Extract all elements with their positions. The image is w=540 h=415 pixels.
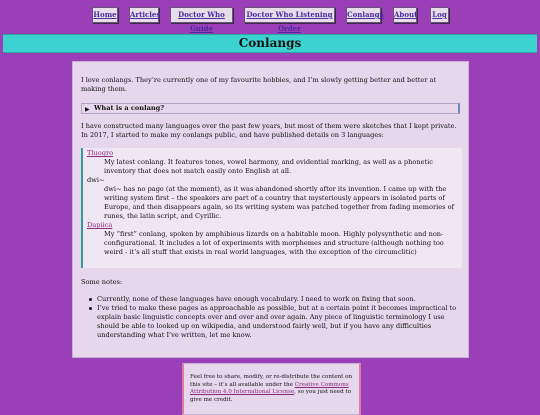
language-description: My “first” conlang, spoken by amphibious lizards on a habitable moon. Highly polysynthetic and non-configurational. It includes a lot of experiments with morphemes and structure (although nothing too weird - it’s all stuff that exists in real world languages, with the exception of the circumclitic): [104, 230, 444, 256]
disclosure-triangle-icon: ▶: [85, 106, 90, 113]
footer-text-before: Feel free to share, modify, or re-distribute the content on this site – it’s all available under the: [190, 374, 353, 388]
top-navigation: [0, 7, 540, 33]
nav-doctor-who-guide-link[interactable]: Doctor Who Guide: [170, 7, 233, 23]
conlang-details-toggle[interactable]: [81, 103, 460, 114]
intro-paragraph: I love conlangs. They’re currently one of my favourite hobbies, and I’m slowly getting better and better at making them.: [81, 76, 437, 93]
main-content-panel: [72, 61, 469, 358]
language-name-dwi: dwi~: [87, 176, 105, 184]
footer-text: [190, 374, 356, 404]
footer-license-box: [182, 363, 361, 415]
page-title: Conlangs: [238, 36, 302, 50]
list-item: Currently, none of these languages have enough vocabulary. I need to work on fixing that soon.: [97, 295, 461, 304]
nav-log-link[interactable]: Log: [430, 7, 449, 23]
list-item: I’ve tried to make these pages as approachable as possible, but at a certain point it becomes impractical to explain basic linguistic concepts over and over and over again. Any piece of linguistic terminology I use should be able to looked up on wikipedia, and understood fairly well, but if you have any difficulties understanding what I’ve written, let me know.: [97, 304, 461, 340]
language-description: My latest conlang. It features tones, vowel harmony, and evidential marking, as well as a phonetic inventory that does not match easily onto English at all.: [104, 158, 433, 175]
notes-label: Some notes:: [81, 278, 123, 286]
license-link[interactable]: Creative Commons Attribution 4.0 International License: [190, 381, 349, 396]
history-paragraph: I have constructed many languages over the past few years, but most of them were sketches that I kept private. In 2017, I started to make my conlangs public, and have published details on 3 languages:: [81, 122, 457, 139]
nav-conlangs-link[interactable]: Conlangs: [346, 7, 381, 23]
nav-home-link[interactable]: Home: [92, 7, 118, 23]
nav-articles-link[interactable]: Articles: [129, 7, 159, 23]
footer-text-after: , so you just need to give me credit.: [190, 389, 352, 403]
details-summary: What is a conlang?: [94, 104, 165, 112]
nav-about-link[interactable]: About: [393, 7, 417, 23]
language-description: dwi~ has no page (at the moment), as it was abandoned shortly after its invention. I came up with the writing system first – the speakers are part of a country that mysteriously appears in isolated parts of Europe, and then disappears again, so its writing system was patched together from fading memories of runes, the latin script, and Cyrillic.: [104, 185, 455, 220]
languages-list: [81, 148, 462, 268]
language-link-dapiica[interactable]: Dapiica: [87, 221, 113, 229]
nav-doctor-who-listening-order-link[interactable]: Doctor Who Listening Order: [244, 7, 335, 23]
page-title-bar: [3, 34, 537, 53]
language-link-tluoqro[interactable]: Tluoqro: [87, 149, 114, 157]
notes-list: [97, 295, 461, 340]
